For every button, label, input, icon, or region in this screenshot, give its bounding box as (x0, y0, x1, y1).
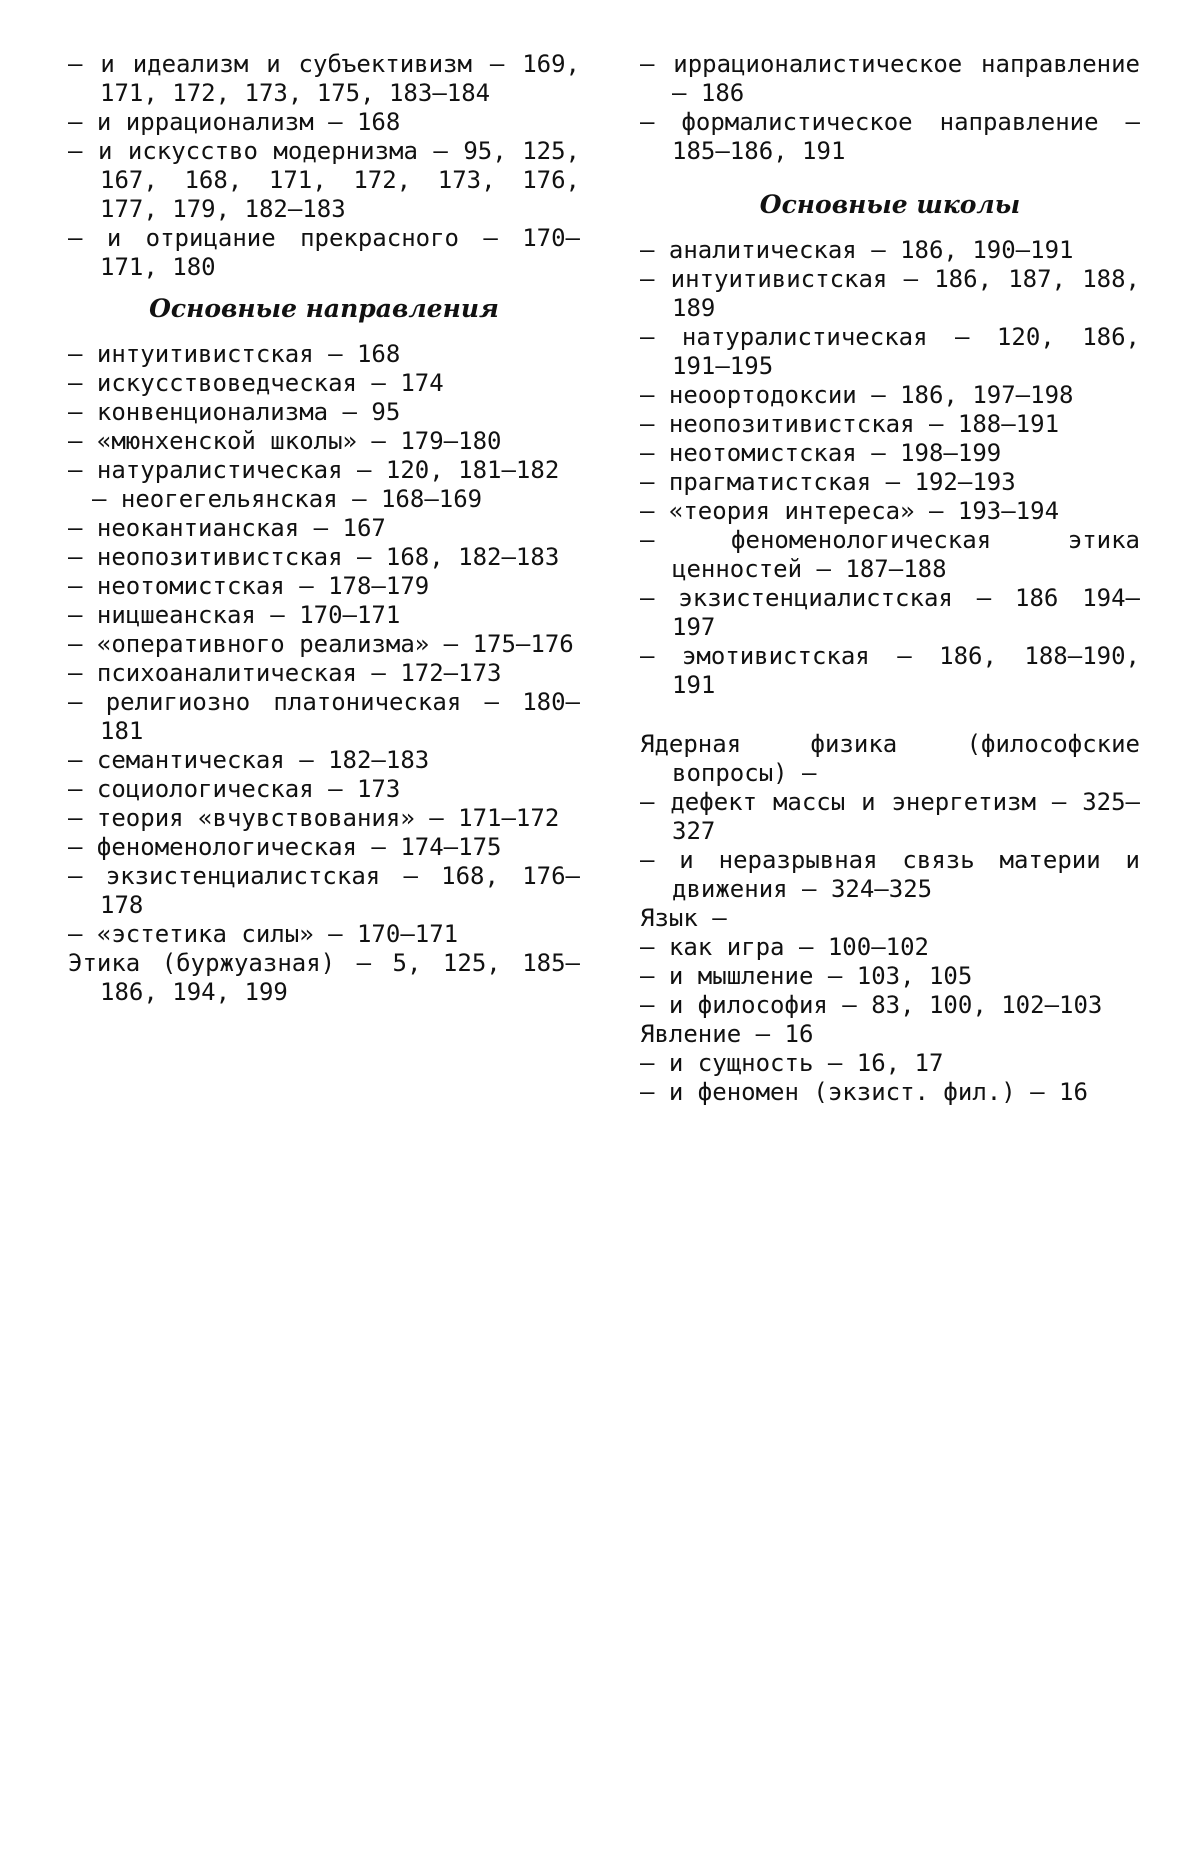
direction-entry: — ницшеанская — 170—171 (68, 601, 401, 629)
school-entry: — эмотивистская — 186, 188—190, 191 (640, 642, 1140, 699)
direction-entry: — неогегельянская — 168—169 (92, 485, 483, 513)
section-heading: Основные школы (759, 190, 1021, 219)
entry: — и сущность — 16, 17 (640, 1049, 944, 1077)
direction-entry: — «мюнхенской школы» — 179—180 (68, 427, 502, 455)
section-gap (640, 700, 1140, 730)
direction-entry: — религиозно платоническая — 180—181 (68, 688, 580, 745)
direction-entry: — «эстетика силы» — 170—171 (68, 920, 459, 948)
main-entry: Язык — (640, 904, 727, 932)
entry: — и неразрывная связь материи и движения — 324—325 (640, 846, 1140, 903)
direction-entry: — интуитивистская — 168 (68, 340, 401, 368)
direction-entry: — теория «вчувствования» — 171—172 (68, 804, 560, 832)
direction-entry: — конвенционализма — 95 (68, 398, 401, 426)
direction-entry: — неотомистская — 178—179 (68, 572, 430, 600)
school-entry: — экзистенциалистская — 186 194—197 (640, 584, 1140, 641)
direction-entry: — неопозитивистская — 168, 182—183 (68, 543, 560, 571)
main-entry: Ядерная физика (философские вопросы) — (640, 730, 1140, 787)
school-entry: — «теория интереса» — 193—194 (640, 497, 1060, 525)
direction-entry: — «оперативного реализма» — 175—176 (68, 630, 574, 658)
direction-entry: — экзистенциалистская — 168, 176—178 (68, 862, 580, 919)
main-entry: Явление — 16 (640, 1020, 814, 1048)
entry: — как игра — 100—102 (640, 933, 929, 961)
entry: — и искусство модернизма — 95, 125, 167, 168, 171, 172, 173, 176, 177, 179, 182—183 (68, 137, 580, 223)
direction-entry: — социологическая — 173 (68, 775, 401, 803)
direction-entry: — искусствоведческая — 174 (68, 369, 444, 397)
entry: — и философия — 83, 100, 102—103 (640, 991, 1103, 1019)
direction-entry: — психоаналитическая — 172—173 (68, 659, 502, 687)
section-heading: Основные направления (149, 294, 499, 323)
school-entry: — феноменологическая этика ценностей — 187—188 (640, 526, 1140, 583)
entry: — и мышление — 103, 105 (640, 962, 973, 990)
school-entry: — аналитическая — 186, 190—191 (640, 236, 1074, 264)
entry: — дефект массы и энергетизм — 325—327 (640, 788, 1140, 845)
school-entry: — неопозитивистская — 188—191 (640, 410, 1060, 438)
entry: — формалистическое направление — 185—186, 191 (640, 108, 1140, 165)
entry: — и идеализм и субъективизм — 169, 171, 172, 173, 175, 183—184 (68, 50, 580, 107)
direction-entry: — семантическая — 182—183 (68, 746, 430, 774)
main-entry: Этика (буржуазная) — 5, 125, 185—186, 194, 199 (68, 949, 580, 1006)
entry: — и иррационализм — 168 (68, 108, 401, 136)
school-entry: — неоортодоксии — 186, 197—198 (640, 381, 1074, 409)
direction-entry: — неокантианская — 167 (68, 514, 386, 542)
school-entry: — натуралистическая — 120, 186, 191—195 (640, 323, 1140, 380)
school-entry: — прагматистская — 192—193 (640, 468, 1016, 496)
left-column (68, 50, 580, 1007)
school-entry: — интуитивистская — 186, 187, 188, 189 (640, 265, 1140, 322)
entry: — и отрицание прекрасного — 170—171, 180 (68, 224, 580, 281)
entry: — и феномен (экзист. фил.) — 16 (640, 1078, 1088, 1106)
direction-entry: — натуралистическая — 120, 181—182 (68, 456, 560, 484)
direction-entry: — феноменологическая — 174—175 (68, 833, 502, 861)
entry: — иррационалистическое направление — 186 (640, 50, 1140, 107)
school-entry: — неотомистская — 198—199 (640, 439, 1002, 467)
right-column (640, 50, 1140, 1107)
